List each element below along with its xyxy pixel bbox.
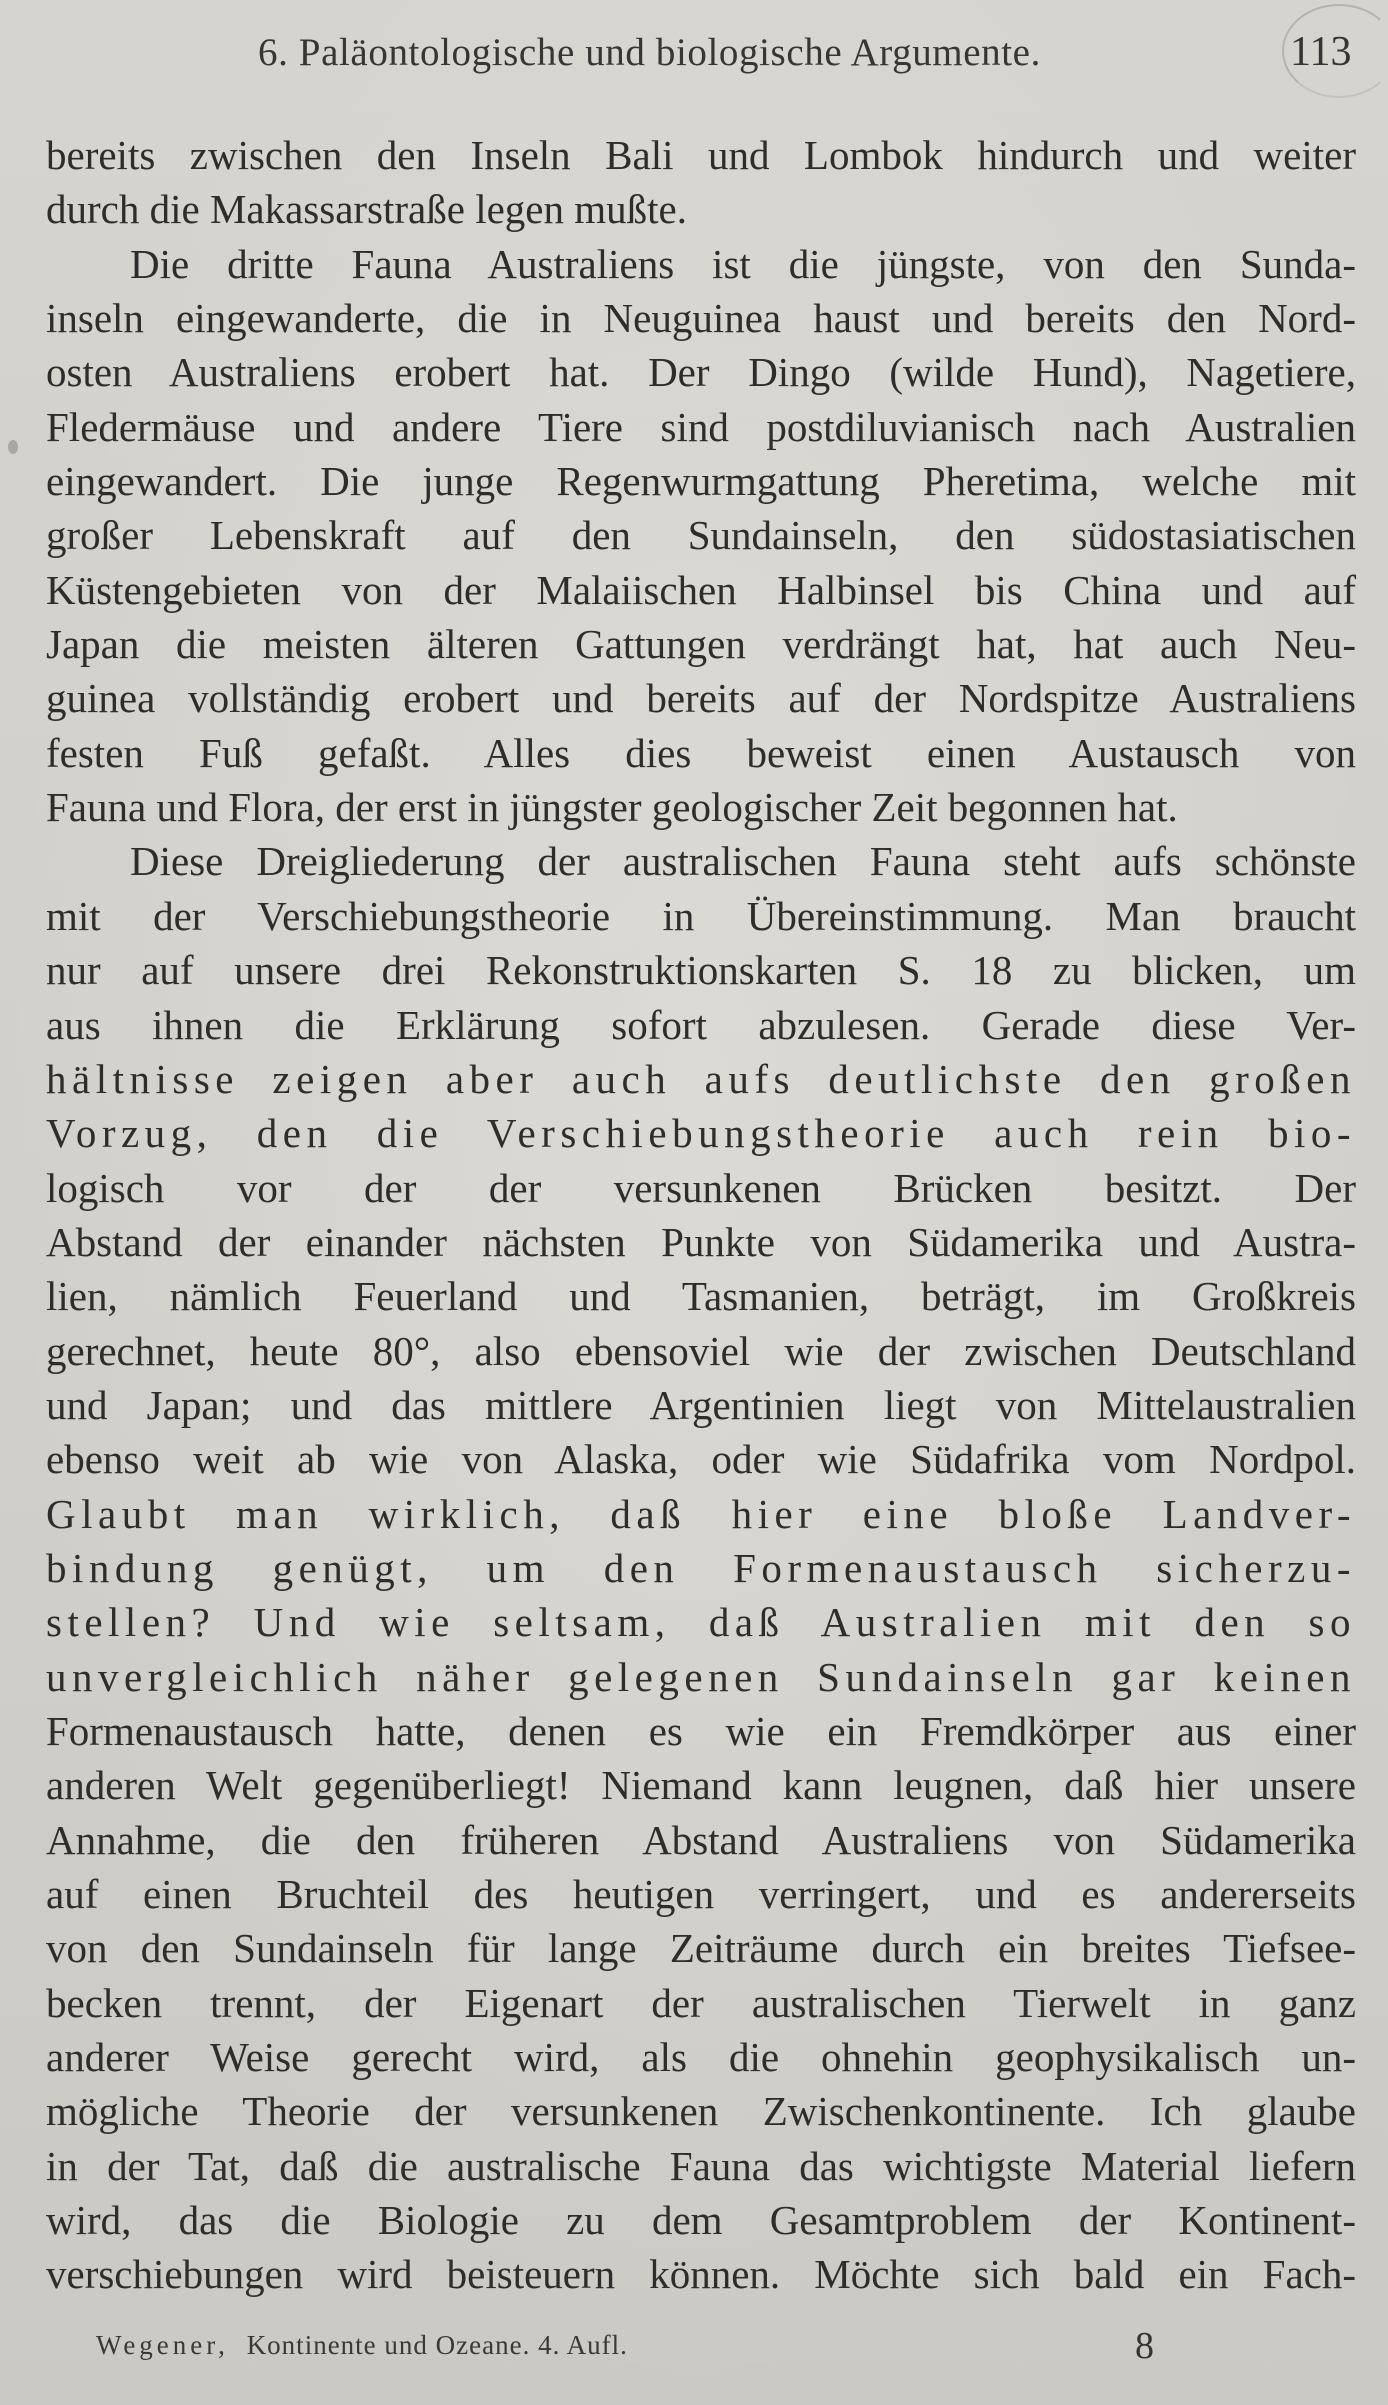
text-line: wird, das die Biologie zu dem Gesamtproblem der Kontinent- <box>46 2197 1356 2244</box>
text-line: festen Fuß gefaßt. Alles dies beweist einen Austausch von <box>46 729 1356 776</box>
margin-speck <box>8 440 18 454</box>
text-line: in der Tat, daß die australische Fauna das wichtigste Material liefern <box>46 2142 1356 2189</box>
text-line: Formenaustausch hatte, denen es wie ein Fremdkörper aus einer <box>46 1707 1356 1754</box>
text-line: Küstengebieten von der Malaiischen Halbinsel bis China und auf <box>46 566 1356 613</box>
signature-mark: 8 <box>1135 2325 1154 2367</box>
text-line: bereits zwischen den Inseln Bali und Lombok hindurch und weiter <box>46 132 1356 178</box>
text-line: becken trennt, der Eigenart der australischen Tierwelt in ganz <box>46 1979 1356 2026</box>
page-number: 113 <box>1290 29 1352 75</box>
running-head: 6. Paläontologische und biologische Argumente. <box>258 31 1041 74</box>
text-line: von den Sundainseln für lange Zeiträume durch ein breites Tiefsee- <box>46 1925 1356 1972</box>
text-line: lien, nämlich Feuerland und Tasmanien, beträgt, im Großkreis <box>46 1273 1356 1320</box>
text-line: Die dritte Fauna Australiens ist die jüngste, von den Sunda- <box>130 240 1356 287</box>
text-line: Abstand der einander nächsten Punkte von Südamerika und Austra- <box>46 1218 1356 1265</box>
body-text <box>46 128 1356 2302</box>
text-line: aus ihnen die Erklärung sofort abzulesen. Gerade diese Ver- <box>46 1001 1356 1048</box>
text-line: nur auf unsere drei Rekonstruktionskarten S. 18 zu blicken, um <box>46 947 1356 994</box>
text-line: gerechnet, heute 80°, also ebensoviel wie der zwischen Deutschland <box>46 1327 1356 1374</box>
text-line: unvergleichlich näher gelegenen Sundainseln gar keinen <box>46 1653 1356 1700</box>
text-line: ebenso weit ab wie von Alaska, oder wie Südafrika vom Nordpol. <box>46 1436 1356 1483</box>
text-line: osten Australiens erobert hat. Der Dingo (wilde Hund), Nagetiere, <box>46 349 1356 396</box>
text-line: Vorzug, den die Verschiebungstheorie auch rein bio- <box>46 1110 1356 1157</box>
text-line: hältnisse zeigen aber auch aufs deutlichste den großen <box>46 1055 1356 1102</box>
text-line: anderer Weise gerecht wird, als die ohnehin geophysikalisch un- <box>46 2034 1356 2081</box>
text-line: durch die Makassarstraße legen mußte. <box>46 186 687 233</box>
page-header <box>0 22 1388 82</box>
text-line: Annahme, die den früheren Abstand Australiens von Südamerika <box>46 1816 1356 1863</box>
text-line: Japan die meisten älteren Gattungen verdrängt hat, hat auch Neu- <box>46 621 1356 668</box>
text-line: bindung genügt, um den Formenaustausch sicherzu- <box>46 1544 1356 1591</box>
text-line: mögliche Theorie der versunkenen Zwischenkontinente. Ich glaube <box>46 2088 1356 2135</box>
text-line: verschiebungen wird beisteuern können. Möchte sich bald ein Fach- <box>46 2251 1356 2298</box>
text-line: Glaubt man wirklich, daß hier eine bloße Landver- <box>46 1490 1356 1537</box>
text-line: inseln eingewanderte, die in Neuguinea haust und bereits den Nord- <box>46 295 1356 342</box>
text-line: auf einen Bruchteil des heutigen verringert, und es andererseits <box>46 1871 1356 1917</box>
signature-title: Kontinente und Ozeane. 4. Aufl. <box>246 2330 628 2360</box>
text-line: Fauna und Flora, der erst in jüngster geologischer Zeit begonnen hat. <box>46 784 1178 831</box>
text-line: großer Lebenskraft auf den Sundainseln, den südostasiatischen <box>46 512 1356 559</box>
signature-author: Wegener, <box>96 2330 229 2360</box>
text-line: Diese Dreigliederung der australischen Fauna steht aufs schönste <box>130 838 1356 885</box>
text-line: mit der Verschiebungstheorie in Übereinstimmung. Man braucht <box>46 892 1356 939</box>
text-line: guinea vollständig erobert und bereits auf der Nordspitze Australiens <box>46 675 1356 722</box>
printer-signature <box>96 2330 628 2361</box>
text-line: eingewandert. Die junge Regenwurmgattung Pheretima, welche mit <box>46 458 1356 505</box>
text-line: logisch vor der der versunkenen Brücken besitzt. Der <box>46 1164 1356 1211</box>
text-line: stellen? Und wie seltsam, daß Australien mit den so <box>46 1599 1356 1646</box>
text-line: Fledermäuse und andere Tiere sind postdiluvianisch nach Australien <box>46 403 1356 450</box>
page-footer <box>0 2325 1388 2380</box>
text-line: und Japan; und das mittlere Argentinien liegt von Mittelaustralien <box>46 1381 1356 1428</box>
text-line: anderen Welt gegenüberliegt! Niemand kann leugnen, daß hier unsere <box>46 1762 1356 1809</box>
